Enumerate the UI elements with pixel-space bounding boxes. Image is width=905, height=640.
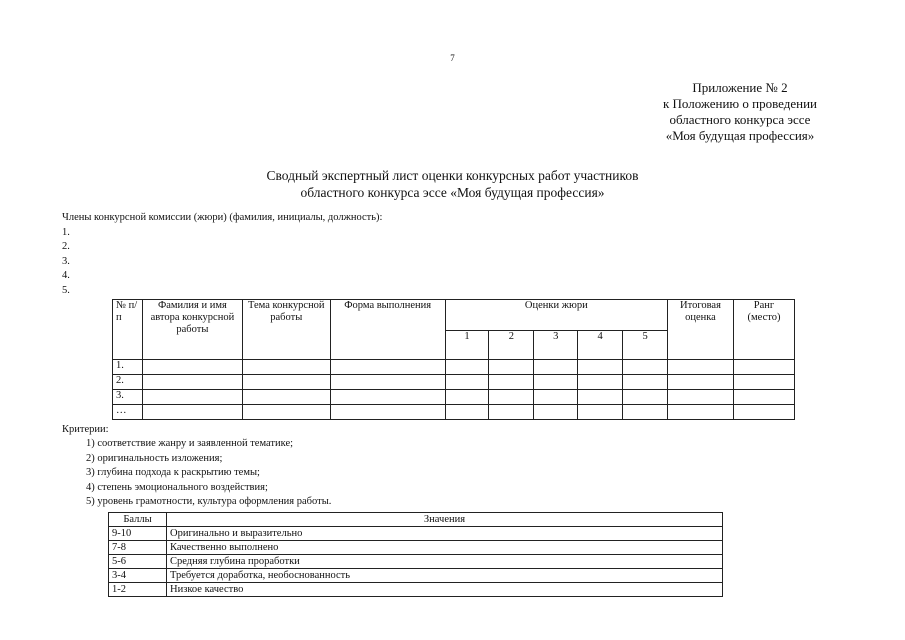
document-title — [0, 167, 905, 201]
table-cell — [578, 405, 623, 420]
scale-points: 7-8 — [109, 541, 167, 555]
table-row — [109, 583, 723, 597]
jury-item: 2. — [62, 241, 70, 252]
table-cell — [534, 390, 578, 405]
score-col-header: 4 — [578, 331, 623, 360]
jury-section — [62, 211, 382, 298]
scale-value: Требуется доработка, необоснованность — [167, 569, 723, 583]
table-row — [109, 541, 723, 555]
scale-value: Средняя глубина проработки — [167, 555, 723, 569]
table-cell — [142, 390, 242, 405]
header-final: Итоговая оценка — [668, 300, 734, 360]
table-row — [109, 555, 723, 569]
table-cell — [445, 405, 489, 420]
table-cell — [445, 390, 489, 405]
table-cell — [489, 390, 534, 405]
jury-item: 3. — [62, 255, 70, 267]
table-cell — [733, 390, 794, 405]
page-number: 7 — [450, 53, 455, 63]
table-cell — [578, 375, 623, 390]
scale-points: 1-2 — [109, 583, 167, 597]
table-cell — [445, 375, 489, 390]
criteria-list — [86, 437, 331, 510]
table-cell — [242, 375, 330, 390]
row-num: 2. — [113, 375, 143, 390]
row-num: 1. — [113, 360, 143, 375]
table-row — [113, 405, 795, 420]
table-cell — [668, 405, 734, 420]
jury-item: 5. — [62, 284, 70, 296]
title-line-2: областного конкурса эссе «Моя будущая профессия» — [300, 185, 605, 200]
score-col-header: 5 — [623, 331, 668, 360]
table-cell — [142, 360, 242, 375]
row-num: … — [113, 405, 143, 420]
table-cell — [668, 360, 734, 375]
table-cell — [242, 390, 330, 405]
criteria-item: 1) соответствие жанру и заявленной тематике; — [86, 438, 294, 449]
table-row — [113, 360, 795, 375]
table-cell — [578, 360, 623, 375]
table-cell — [733, 375, 794, 390]
table-cell — [242, 405, 330, 420]
table-cell — [534, 375, 578, 390]
scale-value: Оригинально и выразительно — [167, 527, 723, 541]
appendix-line: к Положению о проведении — [662, 96, 817, 111]
header-author: Фамилия и имя автора конкурсной работы — [142, 300, 242, 360]
jury-item: 1. — [62, 226, 70, 238]
table-cell — [623, 375, 668, 390]
criteria-item: 3) глубина подхода к раскрытию темы; — [86, 467, 260, 478]
scale-value: Низкое качество — [167, 583, 723, 597]
appendix-header — [663, 80, 817, 144]
table-cell — [534, 360, 578, 375]
score-col-header: 3 — [534, 331, 578, 360]
table-row — [113, 375, 795, 390]
jury-item: 4. — [62, 270, 70, 281]
header-num: № п/п — [113, 300, 143, 360]
appendix-line: «Моя будущая профессия» — [665, 128, 815, 143]
table-cell — [489, 405, 534, 420]
scale-points: 3-4 — [109, 569, 167, 583]
table-cell — [623, 405, 668, 420]
scale-value: Качественно выполнено — [167, 541, 723, 555]
title-line-1: Сводный экспертный лист оценки конкурсных работ участников — [266, 168, 639, 183]
criteria-item: 4) степень эмоционального воздействия; — [86, 481, 268, 493]
rating-table — [112, 299, 795, 420]
table-cell — [578, 390, 623, 405]
table-cell — [623, 360, 668, 375]
criteria-item: 2) оригинальность изложения; — [86, 452, 223, 464]
table-cell — [668, 375, 734, 390]
header-scores: Оценки жюри — [445, 300, 667, 331]
table-cell — [142, 405, 242, 420]
table-cell — [534, 405, 578, 420]
table-header-row — [109, 513, 723, 527]
table-cell — [242, 360, 330, 375]
table-cell — [733, 360, 794, 375]
table-cell — [489, 360, 534, 375]
table-cell — [330, 390, 445, 405]
scale-table — [108, 512, 723, 597]
appendix-line: Приложение № 2 — [692, 80, 788, 95]
header-rank: Ранг (место) — [733, 300, 794, 360]
table-cell — [623, 390, 668, 405]
scale-points: 5-6 — [109, 555, 167, 569]
row-num: 3. — [113, 390, 143, 405]
table-cell — [330, 360, 445, 375]
scale-header-points: Баллы — [109, 513, 167, 527]
header-topic: Тема конкурсной работы — [242, 300, 330, 360]
table-cell — [445, 360, 489, 375]
table-cell — [142, 375, 242, 390]
scale-header-values: Значения — [167, 513, 723, 527]
appendix-line: областного конкурса эссе — [669, 112, 811, 127]
jury-label: Члены конкурсной комиссии (жюри) (фамилия, инициалы, должность): — [62, 212, 383, 223]
criteria-label: Критерии: — [62, 424, 109, 435]
header-form: Форма выполнения — [330, 300, 445, 360]
table-row — [113, 390, 795, 405]
score-col-header: 2 — [489, 331, 534, 360]
table-cell — [489, 375, 534, 390]
table-cell — [733, 405, 794, 420]
criteria-item: 5) уровень грамотности, культура оформления работы. — [86, 496, 332, 507]
table-cell — [668, 390, 734, 405]
table-cell — [330, 405, 445, 420]
score-col-header: 1 — [445, 331, 489, 360]
table-cell — [330, 375, 445, 390]
table-row — [109, 569, 723, 583]
table-row — [109, 527, 723, 541]
scale-points: 9-10 — [109, 527, 167, 541]
